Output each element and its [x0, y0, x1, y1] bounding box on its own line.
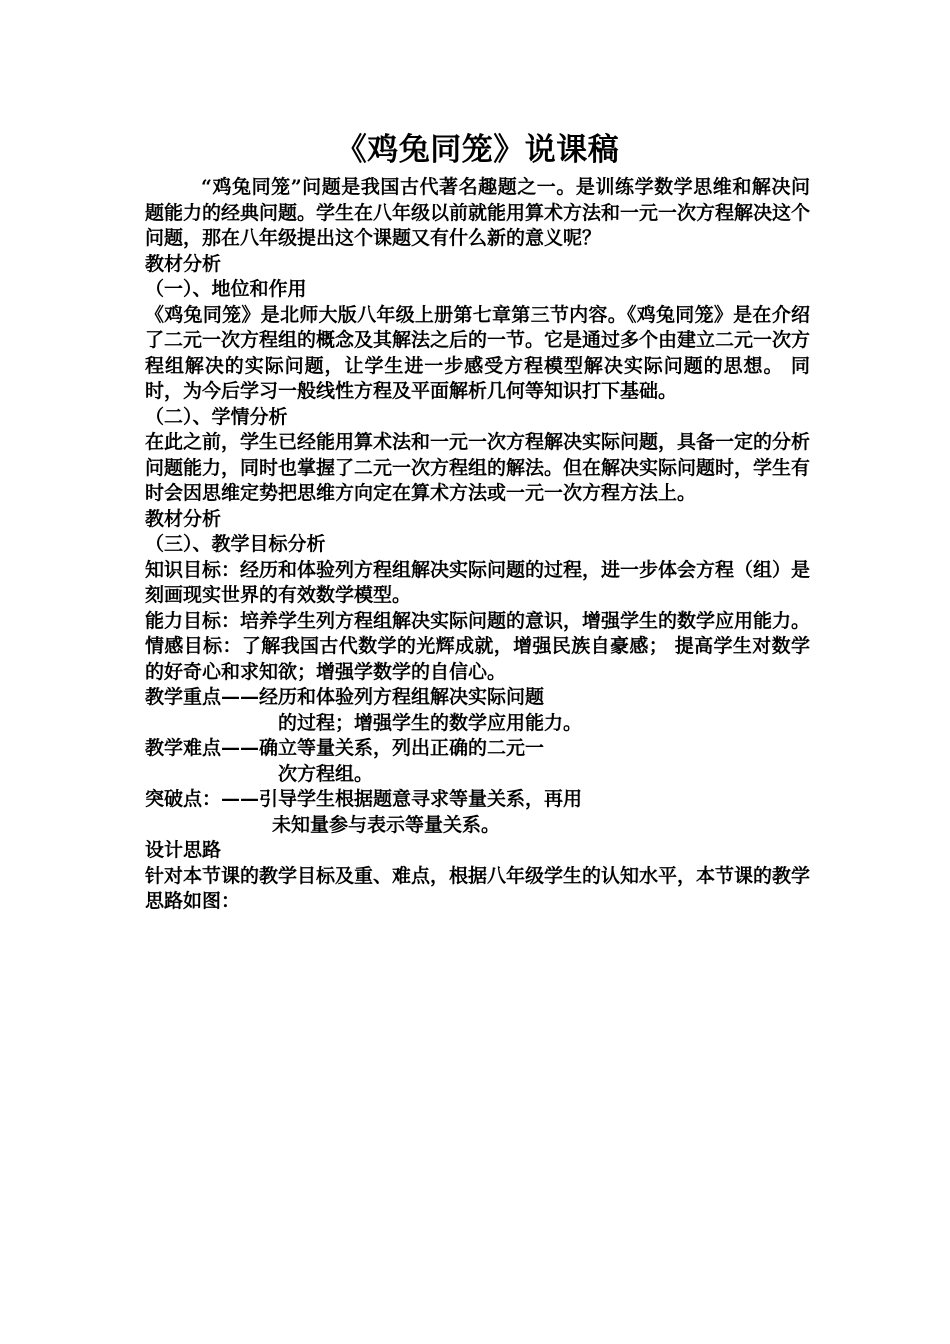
breakthrough-line-1: 突破点：——引导学生根据题意寻求等量关系，再用: [145, 788, 583, 810]
document-body: [145, 175, 810, 915]
section-heading-textbook-analysis: 教材分析: [145, 252, 222, 275]
goal-knowledge: 知识目标：经历和体验列方程组解决实际问题的过程，进一步体会方程（组）是刻画现实世界的有效数学模型。: [145, 558, 811, 606]
subheading-teaching-goals: （三）、教学目标分析: [145, 533, 326, 555]
goal-emotion: 情感目标：了解我国古代数学的光辉成就，增强民族自豪感； 提高学生对数学的好奇心和求知欲；增强学数学的自信心。: [145, 635, 810, 683]
key-point-line-2: 的过程；增强学生的数学应用能力。: [278, 711, 583, 734]
document-page: [145, 128, 810, 915]
section-heading-textbook-analysis-2: 教材分析: [145, 507, 222, 530]
subheading-position-role: （一）、地位和作用: [145, 278, 307, 300]
difficulty-line-2: 次方程组。: [278, 762, 374, 785]
subheading-learner-analysis: （二）、学情分析: [145, 405, 288, 428]
paragraph-learner-analysis: 在此之前，学生已经能用算术法和一元一次方程解决实际问题，具备一定的分析问题能力，同时也掌握了二元一次方程组的解法。但在解决实际问题时，学生有时会因思维定势把思维方向定在算术方法或一元一次方程方法上。: [145, 431, 811, 504]
document-title: 《鸡兔同笼》说课稿: [335, 132, 620, 168]
paragraph-design: 针对本节课的教学目标及重、难点，根据八年级学生的认知水平，本节课的教学思路如图：: [145, 864, 811, 912]
goal-ability: 能力目标：培养学生列方程组解决实际问题的意识，增强学生的数学应用能力。: [145, 609, 811, 632]
difficulty-line-1: 教学难点——确立等量关系，列出正确的二元一: [145, 737, 545, 759]
key-point-line-1: 教学重点——经历和体验列方程组解决实际问题: [145, 686, 545, 708]
intro-paragraph: “鸡兔同笼”问题是我国古代著名趣题之一。是训练学数学思维和解决问题能力的经典问题。学生在八年级以前就能用算术方法和一元一次方程解决这个问题，那在八年级提出这个课题又有什么新的意义呢？: [145, 176, 811, 249]
paragraph-position-role: 《鸡兔同笼》是北师大版八年级上册第七章第三节内容。《鸡兔同笼》是在介绍了二元一次方程组的概念及其解法之后的一节。它是通过多个由建立二元一次方程组解决的实际问题，让学生进一步感受方程模型解决实际问题的思想。 同时，为今后学习一般线性方程及平面解析几何等知识打下基础。: [145, 303, 811, 402]
breakthrough-line-2: 未知量参与表示等量关系。: [272, 813, 501, 836]
section-heading-design: 设计思路: [145, 839, 222, 861]
